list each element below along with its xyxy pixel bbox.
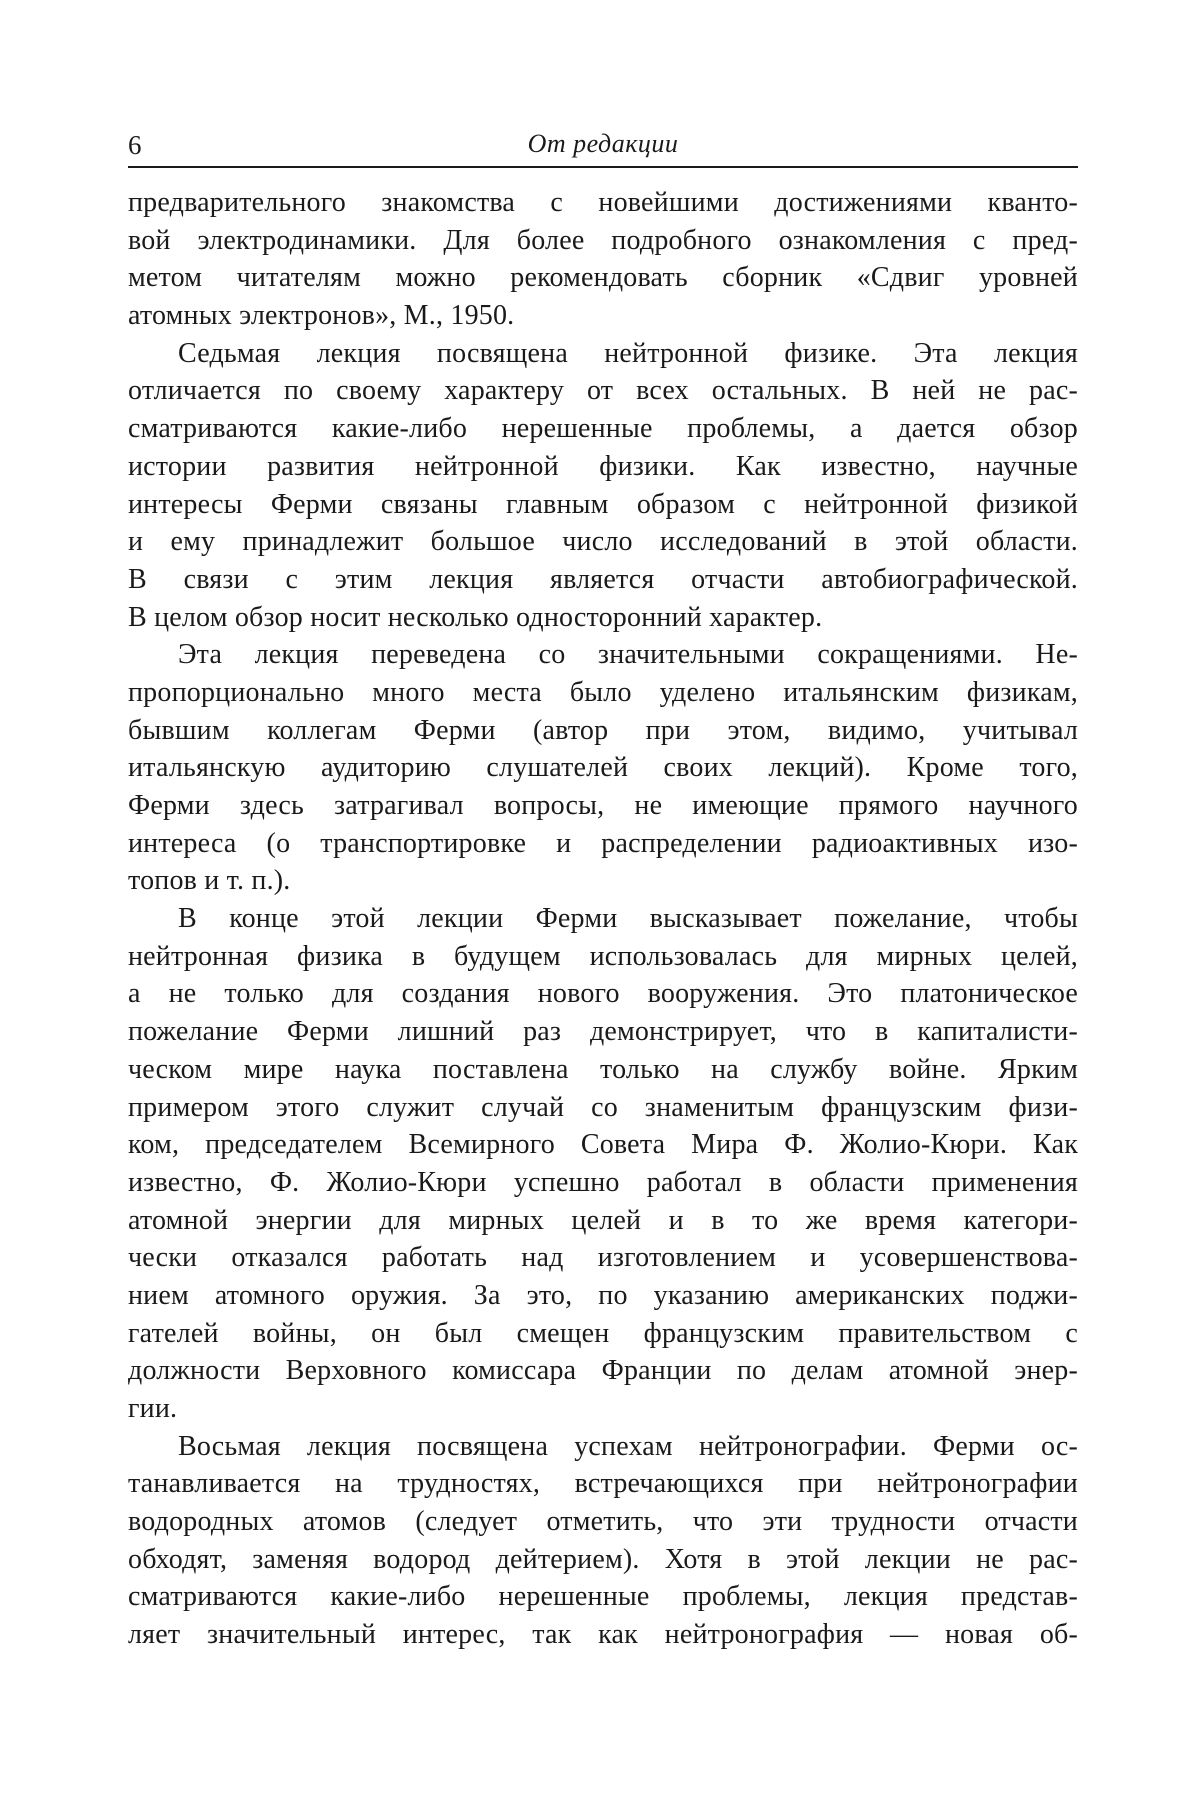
paragraph [128, 335, 1078, 637]
text-line: ляет значительный интерес, так как нейтронография — новая об- [128, 1619, 1078, 1651]
text-line: Восьмая лекция посвящена успехам нейтронографии. Ферми ос- [178, 1430, 1078, 1462]
text-line: танавливается на трудностях, встречающихся при нейтронографии [128, 1468, 1078, 1500]
text-line: обходят, заменяя водород дейтерием). Хотя в этой лекции не рас- [128, 1543, 1078, 1575]
text-line: атомных электронов», М., 1950. [128, 300, 515, 332]
text-line: интересы Ферми связаны главным образом с нейтронной физикой [128, 488, 1078, 520]
text-line: итальянскую аудиторию слушателей своих лекций). Кроме того, [128, 752, 1078, 784]
text-line: ком, председателем Всемирного Совета Мира Ф. Жолио-Кюри. Как [128, 1129, 1078, 1161]
text-line: нейтронная физика в будущем использовалась для мирных целей, [128, 940, 1078, 972]
paragraph [128, 636, 1078, 900]
text-line: Седьмая лекция посвящена нейтронной физике. Эта лекция [178, 337, 1078, 369]
text-line: В целом обзор носит несколько односторонний характер. [128, 601, 823, 633]
page-number: 6 [128, 130, 142, 160]
body-text [128, 184, 1078, 1654]
paragraph [128, 1428, 1078, 1654]
text-line: Эта лекция переведена со значительными сокращениями. Не- [178, 639, 1078, 671]
text-line: бывшим коллегам Ферми (автор при этом, видимо, учитывал [128, 714, 1078, 746]
text-line: истории развития нейтронной физики. Как известно, научные [128, 450, 1078, 482]
text-line: Ферми здесь затрагивал вопросы, не имеющие прямого научного [128, 790, 1078, 821]
text-line: гателей войны, он был смещен французским правительством с [128, 1317, 1078, 1349]
text-line: нием атомного оружия. За это, по указанию американских поджи- [128, 1279, 1078, 1311]
text-line: гии. [128, 1393, 178, 1424]
running-title: От редакции [527, 129, 679, 158]
text-line: а не только для создания нового вооружения. Это платоническое [128, 978, 1078, 1010]
running-head [128, 126, 1078, 168]
text-line: пропорционально много места было уделено итальянским физикам, [128, 676, 1078, 708]
text-line: сматриваются какие-либо нерешенные проблемы, а дается обзор [128, 413, 1078, 445]
text-line: В конце этой лекции Ферми высказывает пожелание, чтобы [178, 903, 1078, 935]
text-line: интереса (о транспортировке и распределении радиоактивных изо- [128, 827, 1078, 859]
text-line: ческом мире наука поставлена только на службу войне. Ярким [128, 1053, 1078, 1085]
text-line: и ему принадлежит большое число исследований в этой области. [128, 526, 1078, 558]
text-line: чески отказался работать над изготовлением и усовершенствова- [128, 1242, 1078, 1274]
text-line: сматриваются какие-либо нерешенные проблемы, лекция представ- [128, 1581, 1078, 1613]
text-line: примером этого служит случай со знаменитым французским физи- [128, 1091, 1078, 1123]
text-line: известно, Ф. Жолио-Кюри успешно работал в области применения [128, 1166, 1078, 1198]
paragraph [128, 900, 1078, 1428]
text-line: водородных атомов (следует отметить, что эти трудности отчасти [128, 1506, 1078, 1538]
text-line: метом читателям можно рекомендовать сборник «Сдвиг уровней [128, 262, 1078, 294]
text-line: В связи с этим лекция является отчасти автобиографической. [128, 563, 1078, 595]
paragraph [128, 184, 1078, 335]
text-line: вой электродинамики. Для более подробного ознакомления с пред- [128, 224, 1078, 256]
text-line: топов и т. п.). [128, 865, 291, 897]
text-line: атомной энергии для мирных целей и в то же время категори- [128, 1204, 1078, 1236]
text-line: отличается по своему характеру от всех остальных. В ней не рас- [128, 375, 1078, 407]
text-line: должности Верховного комиссара Франции по делам атомной энер- [128, 1355, 1078, 1387]
text-line: пожелание Ферми лишний раз демонстрирует, что в капиталисти- [128, 1016, 1078, 1048]
text-line: предварительного знакомства с новейшими достижениями кванто- [128, 187, 1078, 218]
